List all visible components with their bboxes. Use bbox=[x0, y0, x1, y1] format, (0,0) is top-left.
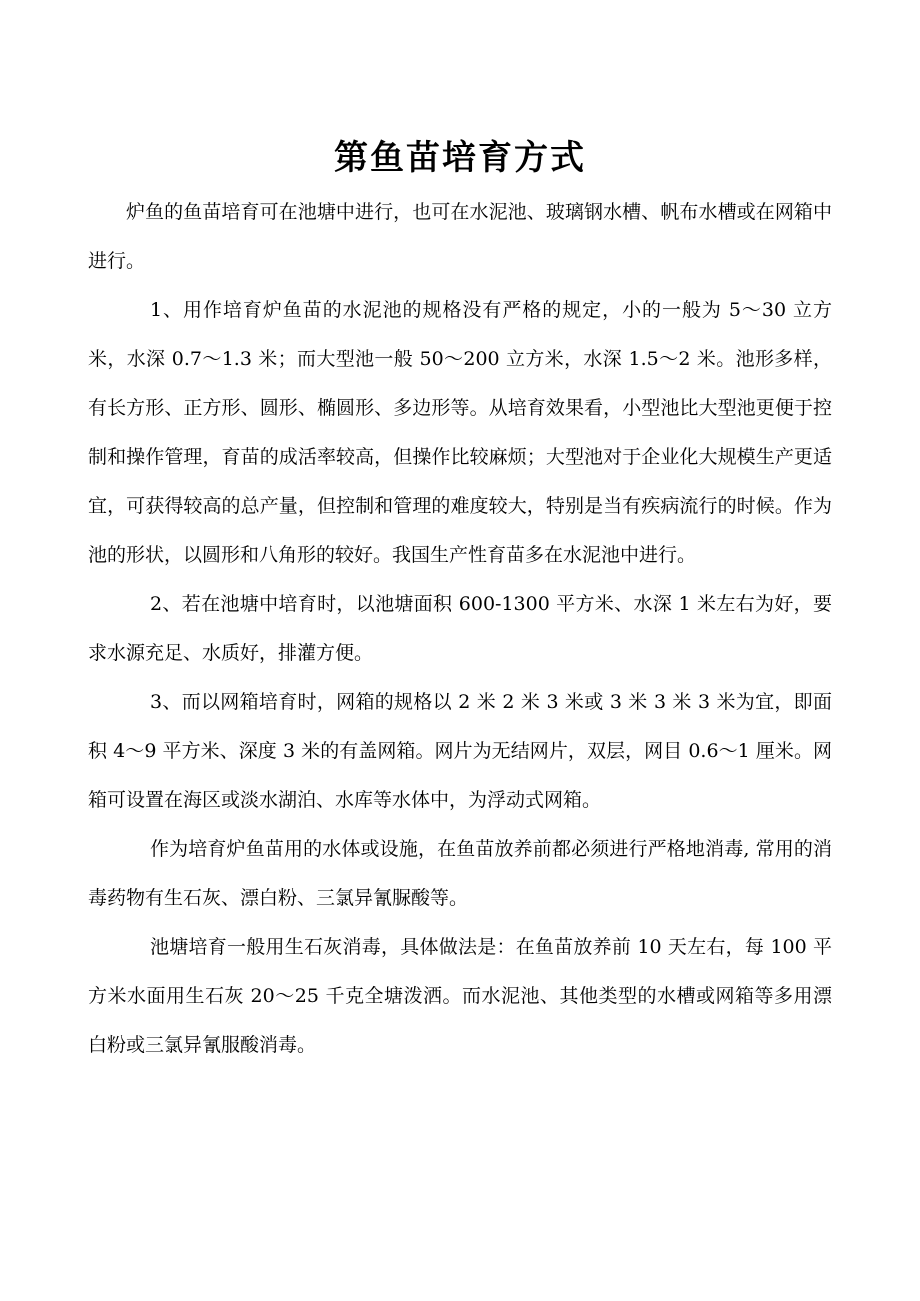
paragraph-pond: 2、若在池塘中培育时，以池塘面积 600-1300 平方米、水深 1 米左右为好，要求水源充足、水质好，排灌方便。 bbox=[88, 593, 832, 664]
paragraph-disinfection: 作为培育炉鱼苗用的水体或设施，在鱼苗放养前都必须进行严格地消毒, 常用的消毒药物有生石灰、漂白粉、三氯异氰脲酸等。 bbox=[88, 838, 832, 909]
paragraph-pond-disinfection: 池塘培育一般用生石灰消毒，具体做法是：在鱼苗放养前 10 天左右，每 100 平方米水面用生石灰 20～25 千克全塘泼洒。而水泥池、其他类型的水槽或网箱等多用漂白粉或三氯异氰服酸消毒。 bbox=[88, 936, 832, 1056]
page-title: 第鱼苗培育方式 bbox=[334, 138, 586, 178]
document-body bbox=[88, 188, 832, 1070]
paragraph-cement-pool: 1、用作培育炉鱼苗的水泥池的规格没有严格的规定，小的一般为 5～30 立方米，水深 0.7～1.3 米；而大型池一般 50～200 立方米，水深 1.5～2 米。池形多样，有长方形、正方形、圆形、椭圆形、多边形等。从培育效果看，小型池比大型池更便于控制和操作管理，育苗的成活率较高，但操作比较麻烦；大型池对于企业化大规模生产更适宜，可获得较高的总产量，但控制和管理的难度较大，特别是当有疾病流行的时候。作为池的形状，以圆形和八角形的较好。我国生产性育苗多在水泥池中进行。 bbox=[88, 299, 832, 566]
paragraph-intro: 炉鱼的鱼苗培育可在池塘中进行，也可在水泥池、玻璃钢水槽、帆布水槽或在网箱中进行。 bbox=[88, 201, 832, 272]
paragraph-net-cage: 3、而以网箱培育时，网箱的规格以 2 米 2 米 3 米或 3 米 3 米 3 米为宜，即面积 4～9 平方米、深度 3 米的有盖网箱。网片为无结网片，双层，网目 0.6～1 厘米。网箱可设置在海区或淡水湖泊、水库等水体中，为浮动式网箱。 bbox=[88, 691, 832, 811]
